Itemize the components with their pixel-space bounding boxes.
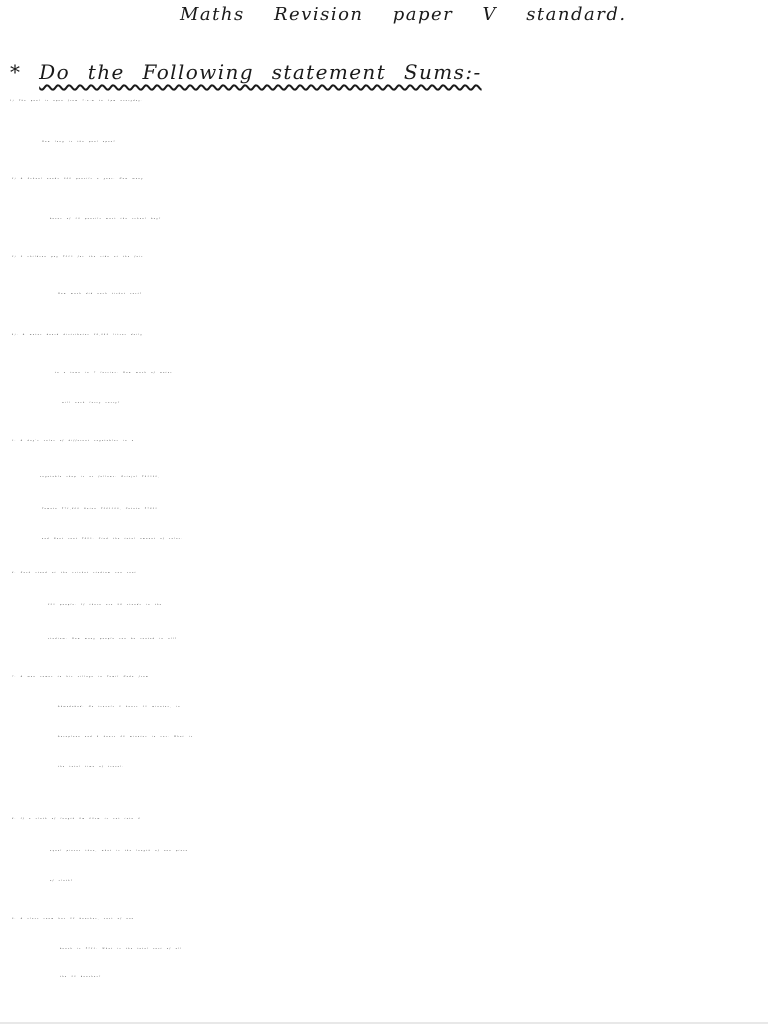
q2-line-2: boxes of 50 pencils must the school buy? [50,218,162,220]
q1-line-2: How long is the pool open? [42,141,116,143]
q8-line-3: of cloth? [50,880,74,882]
q9-line-2: bench is ₹725. What is the total cost of all [60,948,183,950]
q7-line-4: the total time of travel. [58,766,125,768]
q5-line-2: vegetable shop is as follows. Brinjal ₹41500, [40,476,161,478]
q4-line-3: will each lorry carry? [62,402,121,404]
q5-line-4: and Beet root ₹825. Find the total amount of sales. [42,538,184,540]
q3-line-1: 3) 9 children pay ₹315 for the ride at the fair [12,256,144,258]
q8-line-1: 8. If a cloth of length 8m 60cm is cut into 4 [12,818,141,820]
q6-line-3: stadium. How many people can be seated in all? [48,638,178,640]
q5-line-3: Tomato ₹71,800 Onion ₹261500, Potato ₹7825 [42,508,159,510]
q7-line-1: 7. A man comes to his village in Tamil Nadu from [12,676,150,678]
q6-line-1: 6. Each stand at the cricket stadium can seat [12,572,137,574]
q9-line-3: the 23 benches? [60,976,102,978]
section-heading [10,60,482,84]
q1-line-1: 1) The pool is open from 7.a.m to 5pm everyday. [10,100,143,102]
q7-line-3: Aeroplane and 4 hours 40 minutes in car. What is [58,736,194,738]
page-title: Maths Revision paper V standard. [180,4,627,25]
q9-line-1: 9. A class room has 23 benches, cost of one [12,918,135,920]
q8-line-2: equal pieces then, what is the length of one piece [50,850,189,852]
q5-line-1: 5. A day's sales of different vegetables in a [12,440,135,442]
heading-bullet: * [10,60,22,84]
q4-line-1: 4). A water board distributes 28,049 litres daily [12,334,144,336]
heading-text: Do the Following statement Sums:- [39,60,482,84]
q6-line-2: 225 people. If there are 98 stands in the [48,604,163,606]
q2-line-1: 2) A School needs 960 pencils a year. How many [12,178,144,180]
q4-line-2: to a town in 7 lorries. How much of water [55,372,173,374]
q7-line-2: Ahmedabad. He travels 2 hours 15 minutes, in [58,706,181,708]
q3-line-2: How much did each ticket cost? [58,293,143,295]
